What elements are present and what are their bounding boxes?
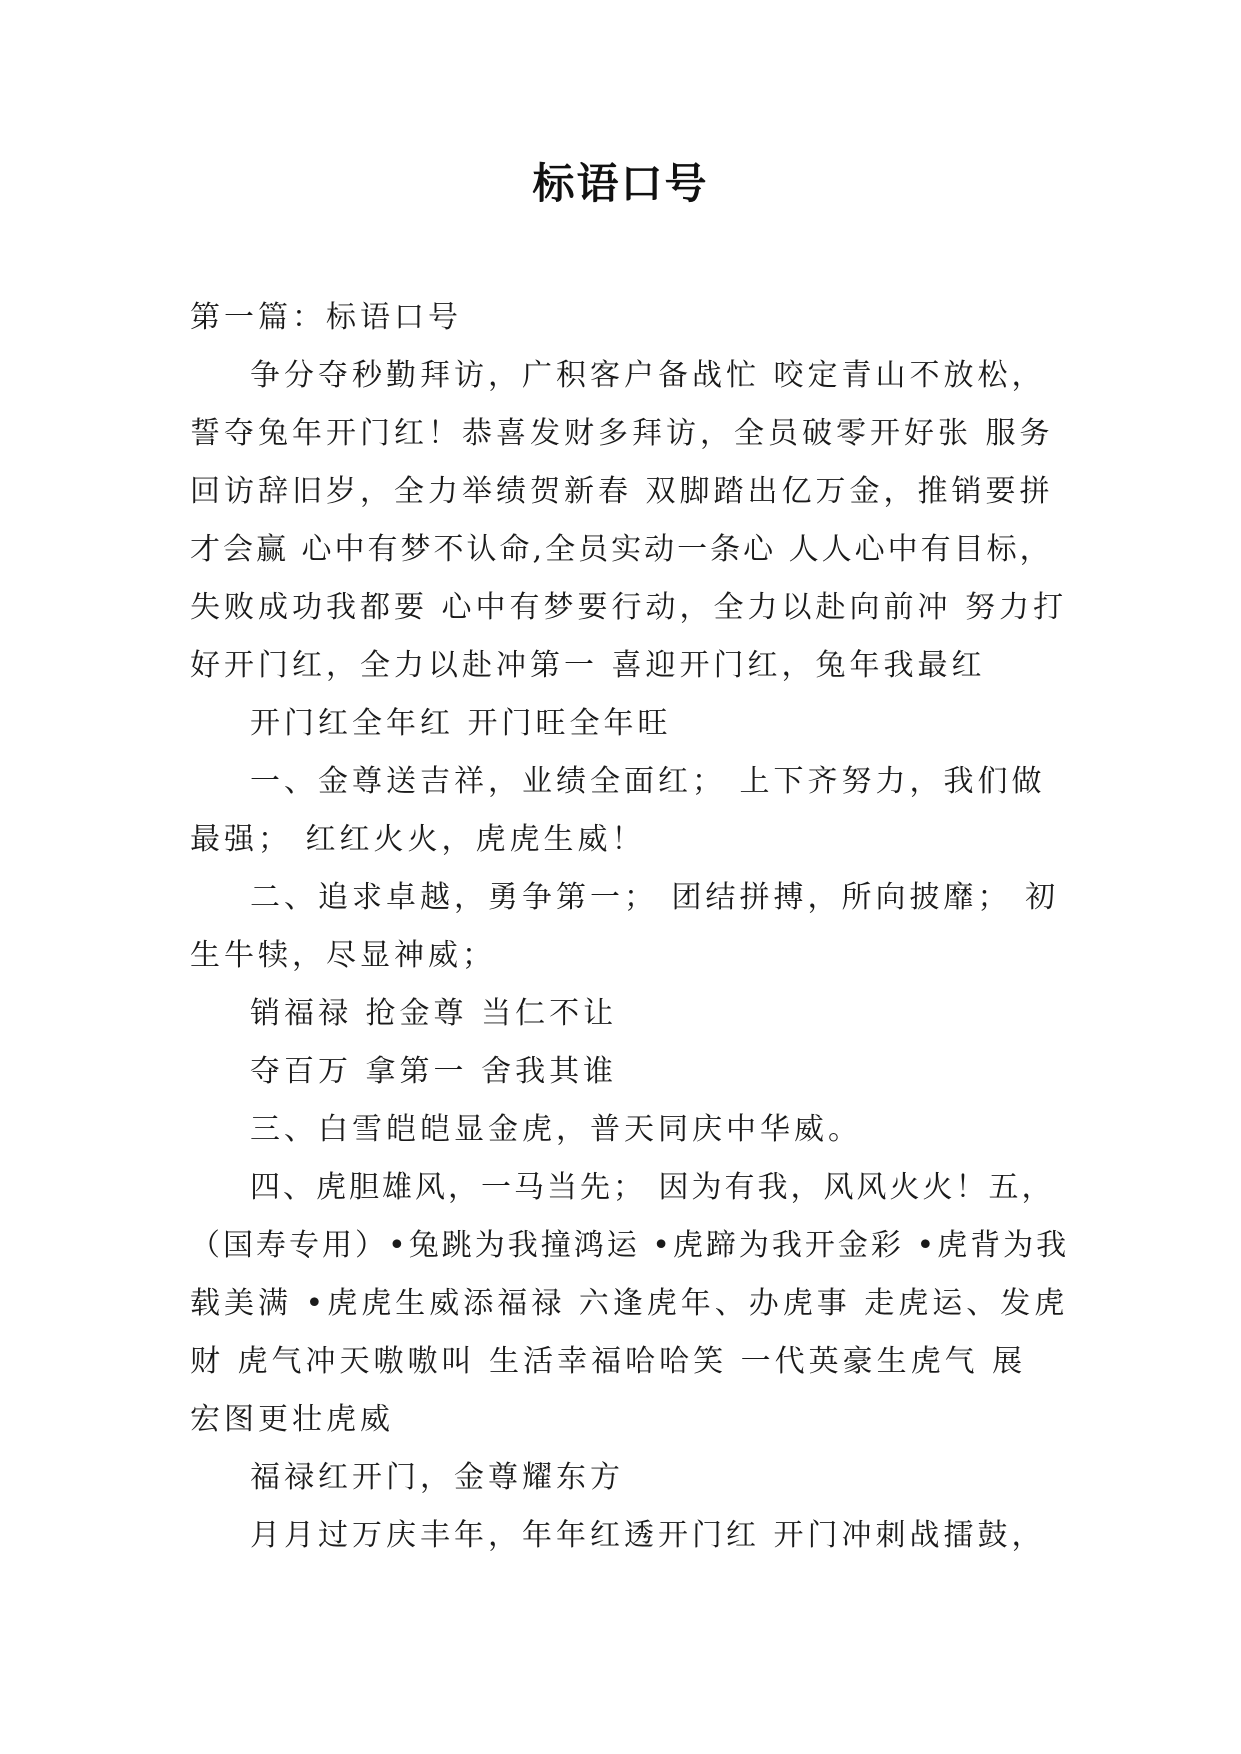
text-line: 开门红全年红 开门旺全年旺	[250, 706, 672, 741]
text-line: 好开门红，全力以赴冲第一 喜迎开门红，兔年我最红	[190, 648, 986, 683]
text-line: 宏图更壮虎威	[190, 1402, 394, 1437]
text-line: 誓夺兔年开门红！恭喜发财多拜访，全员破零开好张 服务	[190, 416, 1054, 451]
text-line: 载美满 •虎虎生威添福禄 六逢虎年、办虎事 走虎运、发虎	[190, 1286, 1069, 1321]
text-line: 争分夺秒勤拜访，广积客户备战忙 咬定青山不放松，	[250, 358, 1046, 393]
text-line: 销福禄 抢金尊 当仁不让	[250, 996, 618, 1031]
text-line: 一、金尊送吉祥，业绩全面红； 上下齐努力，我们做	[250, 764, 1046, 799]
text-line: 最强； 红红火火，虎虎生威！	[190, 822, 646, 857]
text-line: 财 虎气冲天嗷嗷叫 生活幸福哈哈笑 一代英豪生虎气 展	[190, 1344, 1027, 1379]
text-line: 夺百万 拿第一 舍我其谁	[250, 1054, 618, 1089]
text-line: 福禄红开门，金尊耀东方	[250, 1460, 624, 1495]
document-title: 标语口号	[532, 159, 709, 208]
text-line: 二、追求卓越，勇争第一； 团结拼搏，所向披靡； 初	[250, 880, 1060, 915]
text-line: 月月过万庆丰年，年年红透开门红 开门冲刺战擂鼓，	[250, 1518, 1046, 1553]
text-line: 失败成功我都要 心中有梦要行动，全力以赴向前冲 努力打	[190, 590, 1068, 625]
text-line: （国寿专用）•兔跳为我撞鸿运 •虎蹄为我开金彩 •虎背为我	[190, 1228, 1070, 1263]
text-line: 三、白雪皑皑显金虎，普天同庆中华威。	[250, 1112, 862, 1147]
text-line: 第一篇：标语口号	[190, 300, 462, 335]
text-line: 生牛犊，尽显神威；	[190, 938, 496, 973]
text-line: 四、虎胆雄风，一马当先； 因为有我，风风火火！五，	[250, 1170, 1055, 1205]
text-line: 回访辞旧岁，全力举绩贺新春 双脚踏出亿万金，推销要拼	[190, 474, 1054, 509]
document-body	[190, 289, 1070, 1565]
text-line: 才会赢 心中有梦不认命,全员实动一条心 人人心中有目标，	[190, 532, 1053, 567]
